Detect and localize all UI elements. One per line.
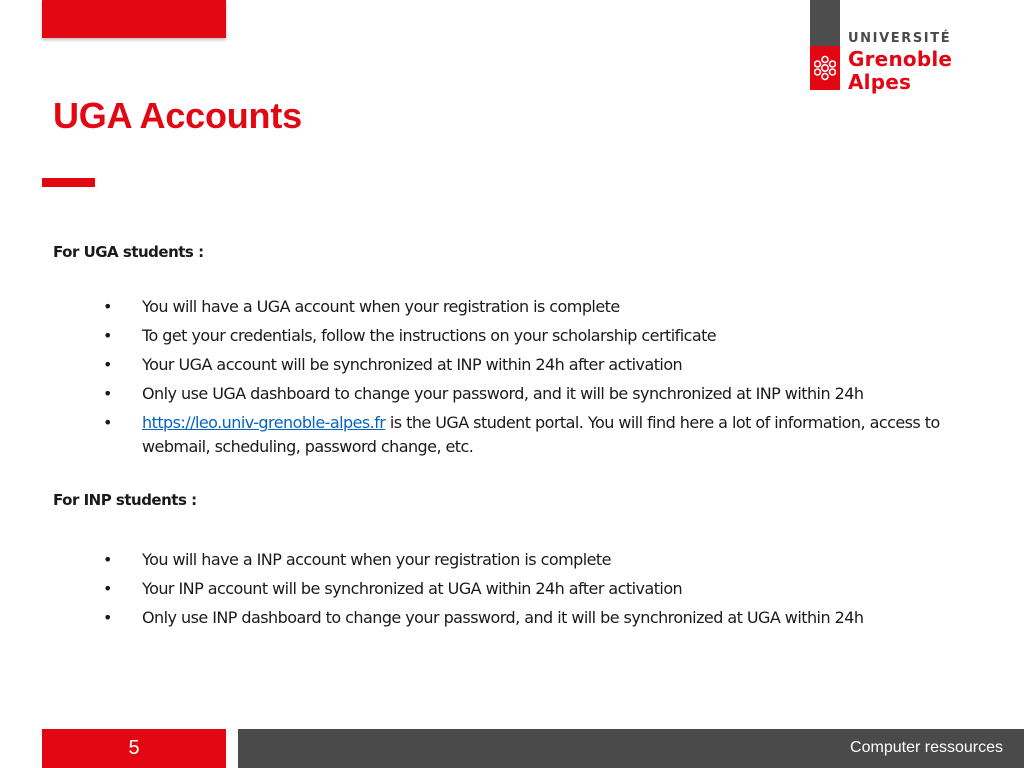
section-heading-uga: For UGA students : [53, 243, 204, 261]
list-item-text: To get your credentials, follow the instructions on your scholarship certificate [142, 326, 717, 345]
bullet-dot: • [103, 297, 112, 316]
section-heading-inp: For INP students : [53, 491, 197, 509]
list-item [0, 606, 1024, 630]
list-item-text: Only use UGA dashboard to change your password, and it will be synchronized at INP within 24h [142, 384, 864, 403]
logo-text-grenoble: Grenoble [848, 47, 953, 71]
list-item [0, 295, 1024, 319]
list-item [0, 548, 1024, 572]
list-item [0, 411, 1024, 459]
bullet-dot: • [103, 384, 112, 403]
logo-red-square [810, 46, 840, 90]
list-item [0, 382, 1024, 406]
bullet-dot: • [103, 550, 112, 569]
slide-title: UGA Accounts [53, 95, 302, 136]
uga-bullet-list [0, 295, 1024, 464]
footer-bar [238, 729, 1024, 768]
page-number: 5 [42, 729, 226, 768]
bullet-dot: • [103, 608, 112, 627]
list-item-text: Your INP account will be synchronized at UGA within 24h after activation [142, 579, 683, 598]
list-item-text: You will have a UGA account when your registration is complete [142, 297, 620, 316]
list-item-text: Only use INP dashboard to change your password, and it will be synchronized at UGA within 24h [142, 608, 864, 627]
flower-logo-icon [814, 54, 836, 82]
list-item-text: Your UGA account will be synchronized at INP within 24h after activation [142, 355, 683, 374]
inp-bullet-list [0, 548, 1024, 635]
top-accent-bar [42, 0, 226, 38]
list-item [0, 353, 1024, 377]
list-item [0, 577, 1024, 601]
leo-portal-link[interactable]: https://leo.univ-grenoble-alpes.fr [142, 413, 386, 432]
bullet-dot: • [103, 579, 112, 598]
logo-gray-strip [810, 0, 840, 46]
bullet-dot: • [103, 326, 112, 345]
bullet-dot: • [103, 413, 112, 432]
list-item-text: is the UGA student portal. You will find here a lot of information, access to webmail, scheduling, password change, etc. [142, 413, 940, 456]
university-logo [810, 0, 960, 96]
bullet-dot: • [103, 355, 112, 374]
list-item [0, 324, 1024, 348]
logo-text-universite: UNIVERSITÉ [848, 31, 952, 46]
footer-label: Computer ressources [850, 739, 1003, 756]
logo-text-alpes: Alpes [848, 70, 912, 94]
list-item-text: You will have a INP account when your registration is complete [142, 550, 611, 569]
title-accent-bar [42, 178, 95, 187]
